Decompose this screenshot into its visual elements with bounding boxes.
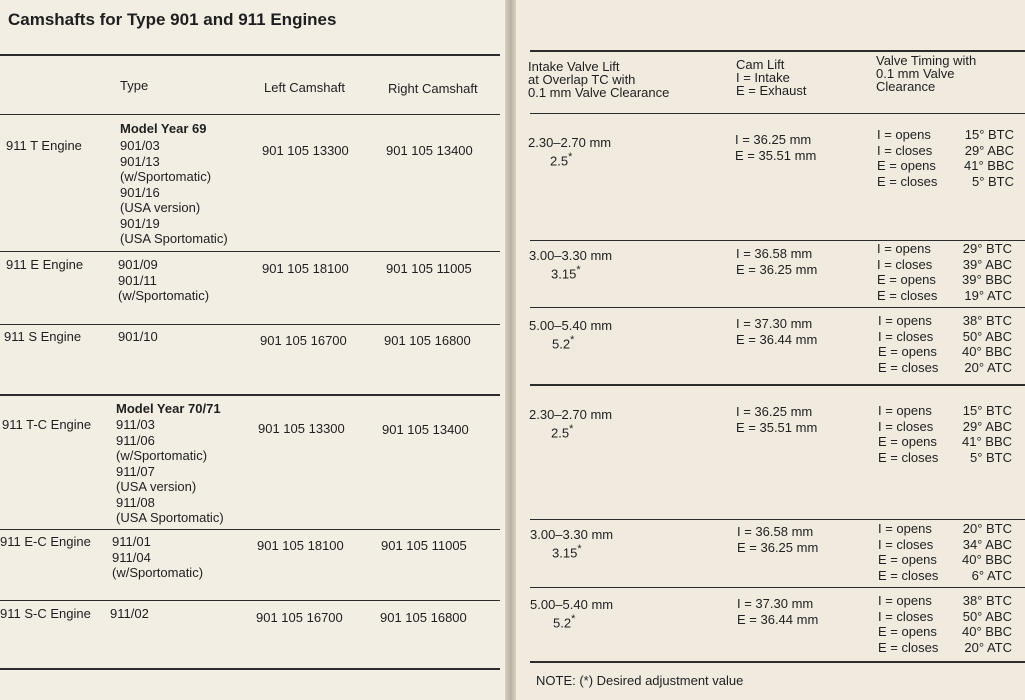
header-valve-timing: Valve Timing with 0.1 mm Valve Clearance — [876, 53, 977, 94]
right-page — [516, 0, 1025, 700]
left-camshaft-part: 901 105 18100 — [257, 538, 344, 553]
timing-labels: I = opens I = closes E = opens E = closes — [877, 127, 938, 189]
type-list: 901/09 901/11 (w/Sportomatic) — [118, 257, 210, 303]
right-camshaft-part: 901 105 11005 — [386, 261, 472, 276]
header-intake-valve-lift: Intake Valve Lift at Overlap TC with 0.1 mm Valve Clearance — [528, 59, 670, 100]
desired-lift-value — [552, 542, 582, 561]
left-page — [0, 0, 505, 700]
desired-marker: * — [569, 423, 574, 435]
row-divider — [530, 587, 1025, 588]
cam-lift-values: I = 37.30 mm E = 36.44 mm — [736, 316, 818, 347]
left-camshaft-part: 901 105 13300 — [262, 143, 349, 158]
desired-marker: * — [571, 613, 576, 625]
timing-values: 38° BTC 50° ABC 40° BBC 20° ATC — [962, 593, 1013, 655]
cam-lift-values: I = 36.58 mm E = 36.25 mm — [737, 524, 819, 555]
header-type: Type — [120, 78, 149, 93]
timing-labels: I = opens I = closes E = opens E = closes — [878, 313, 939, 375]
desired-lift-value — [552, 333, 574, 352]
section-divider — [0, 394, 500, 396]
type-list: 911/01 911/04 (w/Sportomatic) — [112, 534, 204, 580]
valve-lift-range: 2.30–2.70 mm — [529, 407, 613, 422]
desired-lift-number: 3.15 — [551, 266, 577, 282]
desired-marker: * — [570, 334, 575, 346]
right-camshaft-part: 901 105 13400 — [382, 422, 469, 437]
engine-name: 911 T Engine — [6, 138, 82, 153]
timing-values: 15° BTC 29° ABC 41° BBC 5° BTC — [962, 403, 1013, 465]
cam-lift-values: I = 36.58 mm E = 36.25 mm — [736, 246, 818, 277]
desired-marker: * — [577, 543, 582, 555]
row-divider — [530, 240, 1025, 241]
table-bottom-rule — [530, 661, 1025, 663]
desired-marker: * — [568, 151, 573, 163]
timing-labels: I = opens I = closes E = opens E = closes — [878, 403, 939, 465]
page-title: Camshafts for Type 901 and 911 Engines — [8, 10, 337, 29]
valve-lift-range: 2.30–2.70 mm — [528, 135, 612, 150]
section-divider — [530, 384, 1025, 386]
engine-name: 911 S-C Engine — [0, 606, 91, 621]
timing-values: 29° BTC 39° ABC 39° BBC 19° ATC — [962, 241, 1013, 303]
timing-labels: I = opens I = closes E = opens E = closes — [878, 593, 939, 655]
cam-lift-values: I = 36.25 mm E = 35.51 mm — [736, 404, 818, 435]
right-camshaft-part: 901 105 16800 — [380, 610, 467, 625]
row-divider — [0, 600, 500, 601]
header-rule — [530, 113, 1025, 114]
table-bottom-rule — [0, 668, 500, 670]
left-camshaft-part: 901 105 18100 — [262, 261, 349, 276]
right-camshaft-part: 901 105 16800 — [384, 333, 471, 348]
model-year-heading: Model Year 69 — [120, 121, 207, 136]
engine-name: 911 S Engine — [4, 329, 82, 344]
header-right-camshaft: Right Camshaft — [388, 81, 478, 96]
desired-lift-number: 5.2 — [553, 615, 572, 631]
type-list: 901/10 — [118, 329, 158, 344]
engine-name: 911 E-C Engine — [0, 534, 91, 549]
row-divider — [0, 324, 500, 325]
table-top-rule — [0, 54, 500, 56]
row-divider — [530, 307, 1025, 308]
type-list: 911/02 — [110, 606, 149, 621]
footnote: NOTE: (*) Desired adjustment value — [536, 673, 744, 688]
header-rule — [0, 114, 500, 115]
type-list: 901/03 901/13 (w/Sportomatic) 901/16 (USA version) 901/19 (USA Sportomatic) — [120, 138, 228, 246]
desired-lift-value — [550, 150, 572, 169]
desired-lift-number: 3.15 — [552, 545, 578, 561]
left-camshaft-part: 901 105 16700 — [256, 610, 343, 625]
valve-lift-range: 3.00–3.30 mm — [529, 248, 613, 263]
cam-lift-values: I = 36.25 mm E = 35.51 mm — [735, 132, 817, 163]
engine-name: 911 E Engine — [6, 257, 84, 272]
timing-values: 15° BTC 29° ABC 41° BBC 5° BTC — [964, 127, 1015, 189]
left-camshaft-part: 901 105 16700 — [260, 333, 347, 348]
header-left-camshaft: Left Camshaft — [264, 80, 345, 95]
engine-name: 911 T-C Engine — [2, 417, 92, 432]
timing-labels: I = opens I = closes E = opens E = closes — [877, 241, 938, 303]
desired-lift-value — [551, 263, 581, 282]
row-divider — [0, 529, 500, 530]
desired-lift-value — [553, 612, 575, 631]
model-year-heading: Model Year 70/71 — [116, 401, 221, 416]
type-list: 911/03 911/06 (w/Sportomatic) 911/07 (USA version) 911/08 (USA Sportomatic) — [116, 417, 224, 525]
desired-lift-number: 5.2 — [552, 336, 571, 352]
valve-lift-range: 5.00–5.40 mm — [529, 318, 613, 333]
table-top-rule — [530, 50, 1025, 52]
desired-lift-number: 2.5 — [551, 425, 570, 441]
valve-lift-range: 5.00–5.40 mm — [530, 597, 614, 612]
row-divider — [0, 251, 500, 252]
right-camshaft-part: 901 105 13400 — [386, 143, 473, 158]
desired-marker: * — [576, 264, 581, 276]
cam-lift-values: I = 37.30 mm E = 36.44 mm — [737, 596, 819, 627]
desired-lift-value — [551, 422, 573, 441]
left-camshaft-part: 901 105 13300 — [258, 421, 345, 436]
valve-lift-range: 3.00–3.30 mm — [530, 527, 614, 542]
header-cam-lift: Cam Lift I = Intake E = Exhaust — [736, 57, 807, 98]
right-camshaft-part: 901 105 11005 — [381, 538, 467, 553]
timing-labels: I = opens I = closes E = opens E = closes — [878, 521, 939, 583]
row-divider — [530, 519, 1025, 520]
book-gutter — [505, 0, 516, 700]
timing-values: 20° BTC 34° ABC 40° BBC 6° ATC — [962, 521, 1013, 583]
desired-lift-number: 2.5 — [550, 153, 569, 169]
timing-values: 38° BTC 50° ABC 40° BBC 20° ATC — [962, 313, 1013, 375]
